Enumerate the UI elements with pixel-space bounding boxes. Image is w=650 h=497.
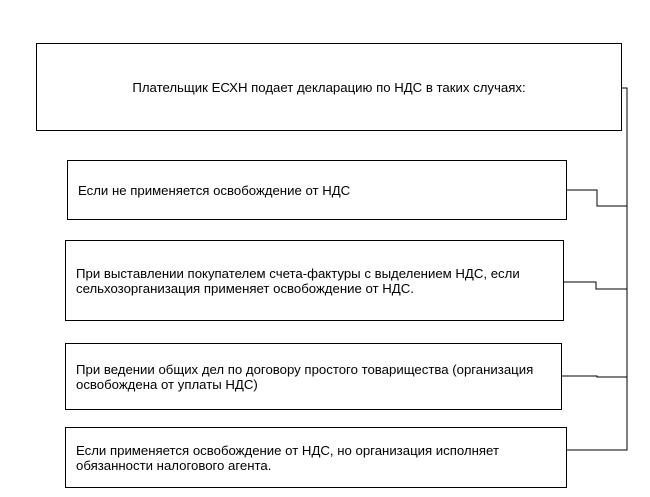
- case-text-1: Если не применяется освобождение от НДС: [78, 182, 351, 198]
- connector-case-1: [567, 190, 627, 206]
- case-box-3: [65, 343, 562, 410]
- case-text-3: При ведении общих дел по договору простого товарищества (организация освобождена от уплаты НДС): [76, 361, 534, 392]
- case-text-4: Если применяется освобождение от НДС, но организация исполняет обязанности налогового агента.: [76, 442, 499, 473]
- connector-title: [567, 88, 627, 450]
- case-box-2: [65, 240, 564, 321]
- title-box: [36, 43, 622, 131]
- title-text: Плательщик ЕСХН подает декларацию по НДС в таких случаях:: [132, 79, 526, 95]
- connector-case-3: [562, 376, 627, 377]
- case-box-1: [67, 160, 567, 220]
- case-text-2: При выставлении покупателем счета-фактуры с выделением НДС, если сельхозорганизация применяет освобождение от НДС.: [76, 265, 520, 296]
- connector-case-2: [564, 282, 627, 289]
- case-box-4: [65, 427, 567, 488]
